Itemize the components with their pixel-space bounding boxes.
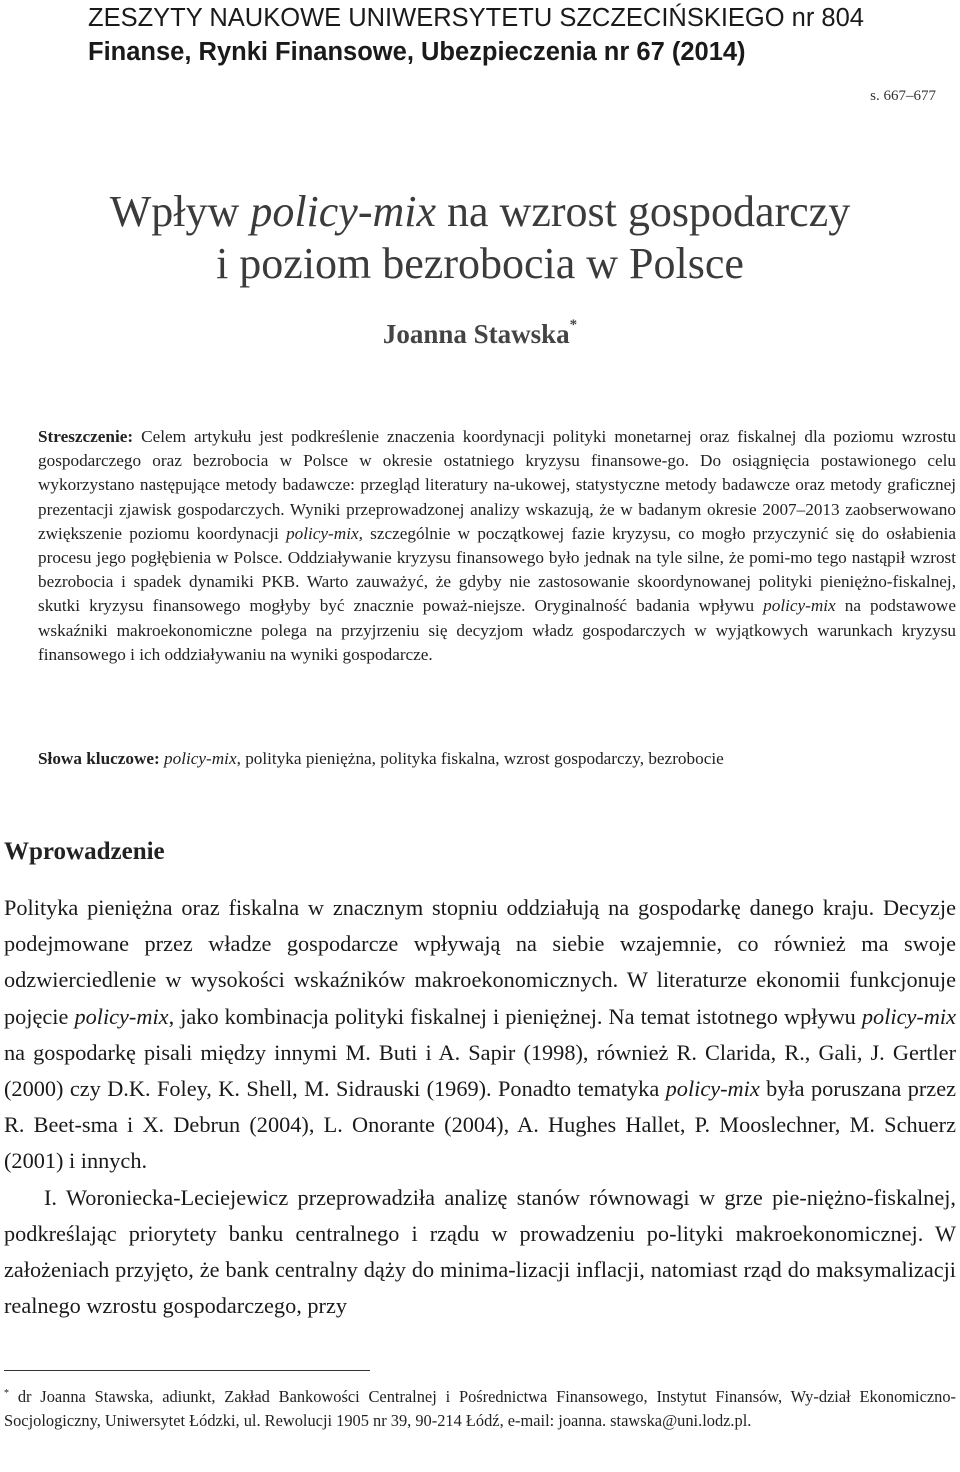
- abstract-italic-1: policy-mix,: [286, 523, 363, 543]
- paragraph-2: I. Woroniecka-Leciejewicz przeprowadziła analizę stanów równowagi w grze pie-niężno-fiskalnej, podkreślając priorytety banku centralnego i rządu w prowadzeniu po-lityki makroekonomicznej. W założeniach przyjęto, że bank centralny dąży do minima-lizacji inflacji, natomiast rząd do maksymalizacji realnego wzrostu gospodarczego, przy: [4, 1184, 956, 1319]
- keyword-italic: policy-mix: [164, 749, 237, 768]
- footnote-divider: [4, 1370, 370, 1371]
- author-text: Joanna Stawska: [382, 319, 570, 349]
- article-title: [0, 186, 960, 290]
- p1-text-d: była poruszana przez R. Beet-sma i X. Debrun (2004), L. Onorante (2004), A. Hughes Hallet, P. Mooslechner, M. Schuerz (2001) i innych.: [4, 1076, 956, 1174]
- title-italic-term: policy-mix: [250, 187, 437, 236]
- abstract-text-1: Celem artykułu jest podkreślenie znaczenia koordynacji polityki monetarnej oraz fiskalnej dla poziomu wzrostu gospodarczego oraz bezrobocia w Polsce w okresie ostatniego kryzysu finansowe-go. Do osiągnięcia postawionego celu wykorzystano następujące metody badawcze: przegląd literatury na-ukowej, statystyczne metody badawcze oraz metody graficznej prezentacji zjawisk gospodarczych. Wyniki przeprowadzonej analizy wskazują, że w badanym okresie 2007–2013 zaobserwowano zwiększenie poziomu koordynacji: [38, 427, 956, 543]
- body-text: [4, 890, 956, 1324]
- abstract-italic-2: policy-mix: [763, 596, 836, 616]
- title-part-1: Wpływ: [109, 187, 251, 236]
- footnote-mark: *: [4, 1388, 9, 1399]
- author-footnote-mark: *: [569, 317, 578, 333]
- p1-text-b: , jako kombinacja polityki fiskalnej i pieniężnej. Na temat istotnego wpływu: [168, 1003, 862, 1029]
- abstract-text-3: na podstawowe wskaźniki makroekonomiczne polega na przyjrzeniu się decyzjom władz gospodarczych w wyjątkowych warunkach kryzysu finansowego i ich oddziaływaniu na wyniki gospodarcze.: [38, 596, 956, 664]
- p1-italic-2: policy-mix: [861, 1003, 957, 1029]
- keywords-rest: , polityka pieniężna, polityka fiskalna, wzrost gospodarczy, bezrobocie: [236, 749, 724, 768]
- section-heading: Wprowadzenie: [4, 838, 165, 865]
- title-line-2: i poziom bezrobocia w Polsce: [216, 239, 744, 288]
- footnote-text: dr Joanna Stawska, adiunkt, Zakład Bankowości Centralnej i Pośrednictwa Finansowego, Instytut Finansów, Wy-dział Ekonomiczno-Socjologiczny, Uniwersytet Łódzki, ul. Rewolucji 1905 nr 39, 90-214 Łódź, e-mail: joanna. stawska@uni.lodz.pl.: [4, 1387, 956, 1430]
- p1-text-a: Polityka pieniężna oraz fiskalna w znacznym stopniu oddziałują na gospodarkę danego kraju. Decyzje podejmowane przez władze gospodarcze wpływają na siebie wzajemnie, co również ma swoje odzwierciedlenie w wysokości wskaźników makroekonomicznych. W literaturze ekonomii funkcjonuje pojęcie: [4, 895, 956, 1029]
- paragraph-1: [4, 890, 956, 1180]
- keywords: [38, 747, 956, 771]
- title-part-2: na wzrost gospodarczy: [436, 187, 851, 236]
- p1-italic-1: policy-mix: [74, 1003, 169, 1029]
- journal-series: Finanse, Rynki Finansowe, Ubezpieczenia nr 67 (2014): [88, 38, 746, 66]
- keywords-label: Słowa kluczowe:: [38, 749, 160, 768]
- abstract: [38, 425, 956, 667]
- p1-text-c: na gospodarkę pisali między innymi M. Buti i A. Sapir (1998), również R. Clarida, R., Gali, J. Gertler (2000) czy D.K. Foley, K. Shell, M. Sidrauski (1969). Ponadto tematyka: [4, 1039, 956, 1102]
- journal-name: ZESZYTY NAUKOWE UNIWERSYTETU SZCZECIŃSKIEGO nr 804: [88, 4, 864, 32]
- footnote: [4, 1382, 956, 1432]
- p1-italic-3: policy-mix: [665, 1076, 760, 1102]
- abstract-text-2: szczególnie w początkowej fazie kryzysu, co mogło przyczynić się do osłabienia procesu jego pogłębienia w Polsce. Oddziaływanie kryzysu finansowego było jednak na tyle silne, że pomi-mo tego nastąpił wzrost bezrobocia i spadek dynamiki PKB. Warto zauważyć, że gdyby nie zastosowanie skoordynowanej polityki pieniężno-fiskalnej, skutki kryzysu finansowego mogłyby być znacznie poważ-niejsze. Oryginalność badania wpływu: [38, 523, 956, 616]
- author-name: [0, 317, 960, 350]
- abstract-label: Streszczenie:: [38, 427, 134, 446]
- page-range: s. 667–677: [870, 88, 936, 104]
